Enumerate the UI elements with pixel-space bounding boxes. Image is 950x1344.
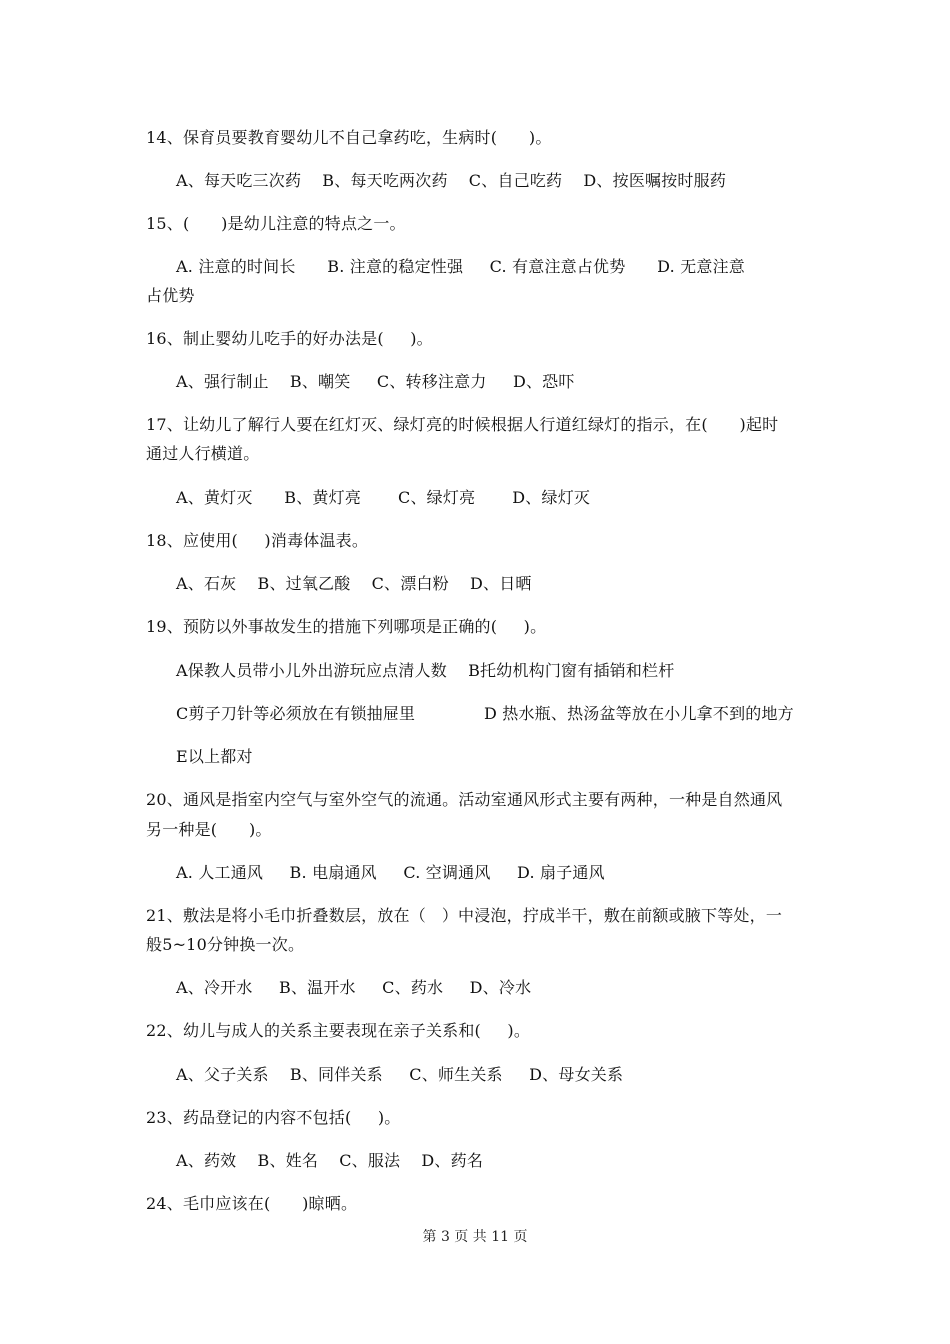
question-21: 21、敷法是将小毛巾折叠数层，放在（ ）中浸泡，拧成半干，敷在前额或腋下等处，一 bbox=[146, 906, 783, 925]
page-footer: 第 3 页 共 11 页 bbox=[422, 1229, 528, 1245]
question-20-options: A. 人工通风 B. 电扇通风 C. 空调通风 D. 扇子通风 bbox=[176, 863, 605, 882]
question-19-options-cd: C剪子刀针等必须放在有锁抽屉里 D 热水瓶、热汤盆等放在小儿拿不到的地方 bbox=[176, 704, 794, 723]
question-21-cont: 般5~10分钟换一次。 bbox=[146, 935, 305, 954]
question-15-options-cont: 占优势 bbox=[146, 286, 195, 305]
question-16-options: A、强行制止 B、嘲笑 C、转移注意力 D、恐吓 bbox=[176, 372, 575, 391]
question-15-options: A. 注意的时间长 B. 注意的稳定性强 C. 有意注意占优势 D. 无意注意 bbox=[176, 257, 745, 276]
question-15: 15、( )是幼儿注意的特点之一。 bbox=[146, 214, 406, 233]
question-20: 20、通风是指室内空气与室外空气的流通。活动室通风形式主要有两种，一种是自然通风 bbox=[146, 790, 783, 809]
question-21-options: A、冷开水 B、温开水 C、药水 D、冷水 bbox=[176, 978, 532, 997]
question-19-options-e: E以上都对 bbox=[176, 747, 253, 766]
question-22-options: A、父子关系 B、同伴关系 C、师生关系 D、母女关系 bbox=[176, 1065, 624, 1084]
question-17-cont: 通过人行横道。 bbox=[146, 444, 260, 463]
question-23-options: A、药效 B、姓名 C、服法 D、药名 bbox=[176, 1151, 484, 1170]
question-17: 17、让幼儿了解行人要在红灯灭、绿灯亮的时候根据人行道红绿灯的指示，在( )起时 bbox=[146, 415, 779, 434]
question-19-options-ab: A保教人员带小儿外出游玩应点清人数 B托幼机构门窗有插销和栏杆 bbox=[176, 661, 675, 680]
question-17-options: A、黄灯灭 B、黄灯亮 C、绿灯亮 D、绿灯灭 bbox=[176, 488, 591, 507]
question-23: 23、药品登记的内容不包括( )。 bbox=[146, 1108, 401, 1127]
question-18-options: A、石灰 B、过氧乙酸 C、漂白粉 D、日晒 bbox=[176, 574, 532, 593]
question-18: 18、应使用( )消毒体温表。 bbox=[146, 531, 369, 550]
question-14-options: A、每天吃三次药 B、每天吃两次药 C、自己吃药 D、按医嘱按时服药 bbox=[176, 171, 727, 190]
question-16: 16、制止婴幼儿吃手的好办法是( )。 bbox=[146, 329, 433, 348]
question-20-cont: 另一种是( )。 bbox=[146, 820, 272, 839]
question-22: 22、幼儿与成人的关系主要表现在亲子关系和( )。 bbox=[146, 1021, 531, 1040]
question-14: 14、保育员要教育婴幼儿不自己拿药吃，生病时( )。 bbox=[146, 128, 552, 147]
question-24: 24、毛巾应该在( )晾晒。 bbox=[146, 1194, 358, 1213]
question-19: 19、预防以外事故发生的措施下列哪项是正确的( )。 bbox=[146, 617, 547, 636]
